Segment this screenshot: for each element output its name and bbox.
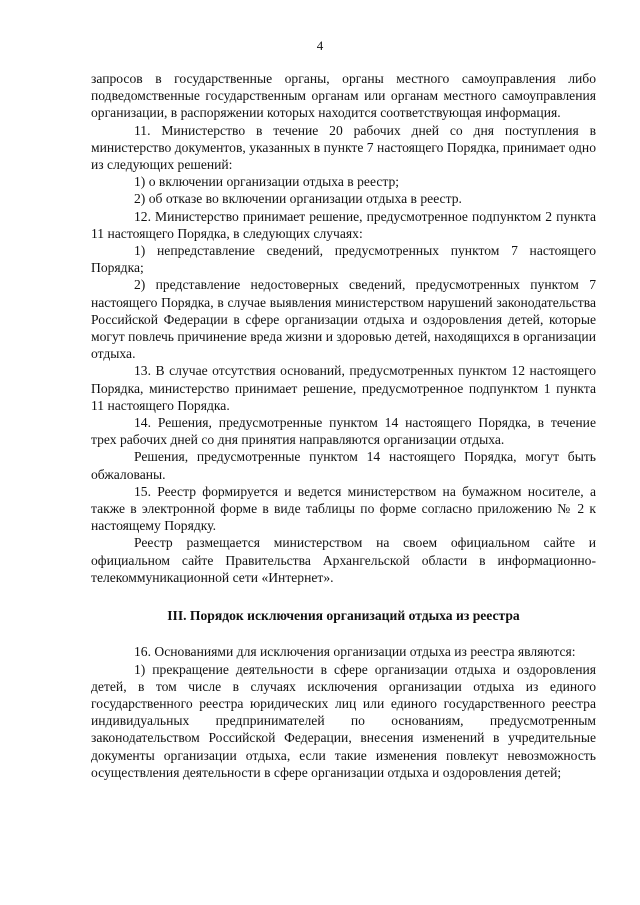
paragraph-item-11-1: 1) о включении организации отдыха в реестр; bbox=[134, 174, 400, 190]
paragraph-item-15-publication: Реестр размещается министерством на своем официальном сайте и официальном сайте Правительства Архангельской области в информационно-телекоммуникационной сети «Интернет». bbox=[91, 535, 596, 585]
paragraph-item-14-appeal: Решения, предусмотренные пунктом 14 настоящего Порядка, могут быть обжалованы. bbox=[91, 449, 596, 482]
page-number: 4 bbox=[316, 38, 324, 53]
document-body bbox=[91, 70, 596, 781]
paragraph-item-12-1: 1) непредставление сведений, предусмотренных пунктом 7 настоящего Порядка; bbox=[91, 243, 596, 276]
paragraph-item-16-1: 1) прекращение деятельности в сфере организации отдыха и оздоровления детей, в том числе в случаях исключения организации отдыха из единого государственного реестра юридических лиц или единого государственного реестра индивидуальных предпринимателей по основаниям, предусмотренным законодательством Российской Федерации, внесения изменений в учредительные документы организации отдыха, если такие изменения повлекут невозможность осуществления деятельности в сфере организации отдыха и оздоровления детей; bbox=[91, 661, 596, 780]
paragraph-item-11-2: 2) об отказе во включении организации отдыха в реестр. bbox=[134, 191, 462, 207]
paragraph-item-12: 12. Министерство принимает решение, предусмотренное подпунктом 2 пункта 11 настоящего Порядка, в следующих случаях: bbox=[91, 208, 596, 241]
section-heading: III. Порядок исключения организаций отдыха из реестра bbox=[167, 608, 520, 624]
paragraph-item-16: 16. Основаниями для исключения организации отдыха из реестра являются: bbox=[134, 644, 576, 660]
paragraph-item-12-2: 2) представление недостоверных сведений, предусмотренных пунктом 7 настоящего Порядка, в случае выявления министерством нарушений законодательства Российской Федерации в сфере организации отдыха и оздоровления детей, которые могут повлечь причинение вреда жизни и здоровью детей, находящихся в организации отдыха. bbox=[91, 277, 596, 362]
paragraph-item-13: 13. В случае отсутствия оснований, предусмотренных пунктом 12 настоящего Порядка, министерство принимает решение, предусмотренное подпунктом 1 пункта 11 настоящего Порядка. bbox=[91, 363, 596, 413]
paragraph-item-14: 14. Решения, предусмотренные пунктом 14 настоящего Порядка, в течение трех рабочих дней со дня принятия направляются организации отдыха. bbox=[91, 415, 596, 448]
paragraph-item-15: 15. Реестр формируется и ведется министерством на бумажном носителе, а также в электронной форме в виде таблицы по форме согласно приложению № 2 к настоящему Порядку. bbox=[91, 483, 596, 534]
paragraph-continuation: запросов в государственные органы, органы местного самоуправления либо подведомственные государственным органам или органам местного самоуправления организации, в распоряжении которых находится соответствующая информация. bbox=[91, 71, 596, 121]
paragraph-item-11: 11. Министерство в течение 20 рабочих дней со дня поступления в министерство документов, указанных в пункте 7 настоящего Порядка, принимает одно из следующих решений: bbox=[91, 122, 596, 173]
